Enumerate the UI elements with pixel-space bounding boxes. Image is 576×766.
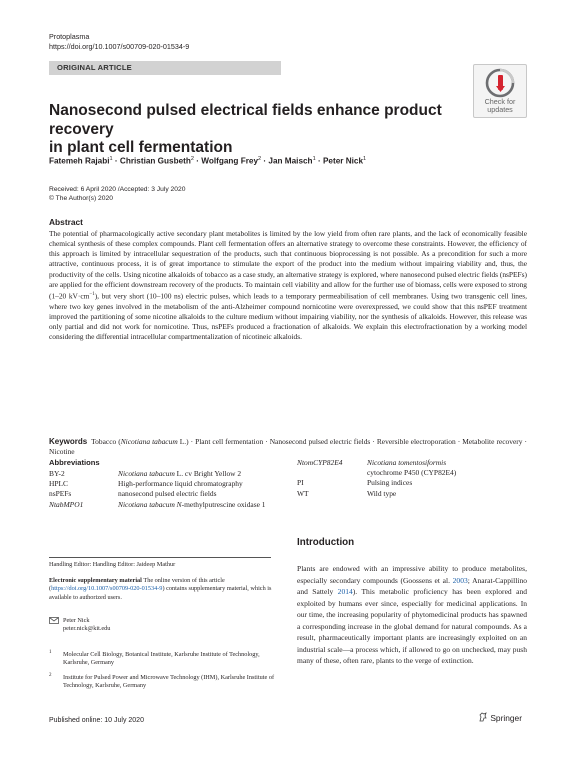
contact-email[interactable]: peter.nick@kit.edu: [63, 625, 111, 633]
abbreviation-value: Wild type: [367, 488, 397, 498]
affiliation-text: Institute for Pulsed Power and Microwave Technology (IHM), Karlsruhe Institute of Technology, Karlsruhe, Germany: [63, 674, 275, 690]
affiliation-1: [49, 651, 281, 668]
abbreviation-key: WT: [297, 488, 309, 498]
abbreviation-text: cytochrome P450 (CYP82E4): [367, 468, 457, 478]
article-dates: [49, 185, 185, 203]
intro-text: ; Anarat-Cappillino and Sattely: [297, 575, 527, 596]
author-list: Fatemeh Rajabi$^1$ · Christian Gusbeth$^2$ · Wolfgang Frey$^2$ · Jan Maisch$^1$ · Peter Nick$^1$: [49, 156, 367, 166]
abbreviation-value: [118, 500, 288, 510]
abbreviation-text: -methylputrescine oxidase 1: [181, 499, 266, 509]
abbreviation-italic: Nicotiana tomentosiformis: [367, 458, 447, 467]
abbreviation-value: nanosecond pulsed electric fields: [118, 489, 217, 499]
abbreviation-row: [297, 458, 456, 478]
abbreviation-value: [118, 469, 288, 479]
abbreviation-key: PI: [297, 478, 304, 488]
corresponding-author: [49, 617, 279, 634]
keyword: Plant cell fermentation: [195, 437, 264, 446]
abbreviations-heading: Abbreviations: [49, 458, 100, 467]
keyword: Nanosecond pulsed electric fields: [269, 437, 371, 446]
esm-label: Electronic supplementary material: [49, 577, 142, 584]
published-date: Published online: 10 July 2020: [49, 717, 144, 724]
esm-link[interactable]: https://doi.org/10.1007/s00709-020-01534-9: [51, 585, 163, 593]
esm-text: The online version of this article (: [49, 577, 225, 593]
citation-link[interactable]: 2014: [337, 587, 353, 596]
handling-editor: Handling Editor: Handling Editor: Jaideep Mathur: [49, 561, 176, 568]
abbreviation-key: nsPEFs: [49, 489, 72, 499]
abbreviation-row: [49, 489, 288, 499]
keywords: Keywords Tobacco (Nicotiana tabacum L.) · Plant cell fermentation · Nanosecond pulsed electric fields · Reversible electroporation · Metabolite recovery · Nicotine: [49, 437, 527, 457]
keyword: Tobacco (: [91, 437, 121, 446]
abstract-body: [49, 229, 527, 342]
abbreviation-italic: Nicotiana tabacum N: [118, 499, 182, 509]
journal-header: [49, 32, 189, 52]
abbreviation-key: BY-2: [49, 469, 65, 478]
affiliation-number: 2: [49, 673, 52, 678]
badge-text-1: Check for: [484, 97, 516, 106]
esm-text: ) contains supplementary material, which is available to authorized users.: [49, 585, 272, 601]
abstract-heading: Abstract: [49, 217, 83, 227]
abbreviation-row: [297, 489, 456, 499]
author-name[interactable]: Peter Nick: [322, 156, 364, 166]
keywords-heading: Keywords: [49, 437, 88, 446]
abbreviations-table-left: [49, 469, 288, 510]
abbreviation-key: HPLC: [49, 479, 69, 489]
keyword: Nicotine: [49, 447, 75, 457]
badge-text-2: updates: [487, 104, 513, 114]
introduction-body: [297, 563, 527, 667]
author-affiliation: 1: [312, 156, 316, 162]
footnote-divider: [49, 557, 271, 558]
contact-name: Peter Nick: [63, 617, 90, 624]
abbreviations-table-right: [297, 458, 456, 499]
abbreviation-key-italic: NtomCYP82E4: [297, 458, 343, 467]
author-affiliation: 2: [190, 156, 195, 162]
abbreviation-key: [49, 500, 118, 510]
abstract-sup: −1: [89, 291, 95, 297]
abbreviation-value: Pulsing indices: [367, 478, 413, 488]
received-accepted: Received: 6 April 2020 /Accepted: 3 July 2020: [49, 186, 186, 193]
keyword: Metabolite recovery: [462, 437, 523, 446]
keyword: L.): [177, 437, 189, 446]
publisher-logo: [478, 712, 522, 723]
affiliation-2: [49, 674, 281, 691]
supplementary-note: [49, 577, 279, 602]
abbreviation-value: [367, 458, 456, 478]
intro-text: Plants are endowed with an impressive ability to produce metabolites, especially secondary compounds (Goossens et al.: [297, 564, 527, 585]
article-title: [49, 102, 449, 158]
abbreviation-row: [49, 469, 288, 479]
article-type-banner: ORIGINAL ARTICLE: [49, 61, 281, 75]
author-name[interactable]: Fatemeh Rajabi: [49, 156, 110, 166]
publisher-name: Springer: [490, 713, 522, 723]
abbreviation-row: [49, 479, 288, 489]
springer-horse-icon: [478, 712, 488, 722]
keyword-italic: Nicotiana tabacum: [120, 437, 178, 446]
affiliation-number: 1: [49, 650, 52, 655]
author-name[interactable]: Jan Maisch: [268, 156, 313, 166]
citation-link[interactable]: 2003: [452, 575, 468, 585]
copyright: © The Author(s) 2020: [49, 195, 113, 202]
journal-name: Protoplasma: [49, 32, 90, 41]
check-for-updates-icon: [485, 68, 515, 98]
author-name[interactable]: Christian Gusbeth: [119, 156, 191, 166]
abbreviation-text: L. cv Bright Yellow 2: [174, 469, 242, 478]
doi-link[interactable]: https://doi.org/10.1007/s00709-020-01534-9: [49, 42, 190, 51]
abbreviation-value: High-performance liquid chromatography: [118, 479, 243, 489]
abstract-text-1: The potential of pharmacologically active secondary plant metabolites is limited by the low yield from often rare plants, and the lack of economically feasible chemical synthesis of these complex compounds. Plant cell fermentation offers an alternative strategy to overcome these constraints. However, the efficiency of this approach is limited by intracellular sequestration of the products, such that continuous bioprocessing is not possible. As a precondition for such a more attractive, continuous process, it is of great importance to stimulate the export of the product into the medium without impairing viability and, thus, the productivity of the cells. Using nicotine alkaloids of tobacco as a case study, an alternative strategy is explored, where nanosecond pulsed electric fields (nsPEFs) are applied for the efficient downstream recovery of the products. To maintain cell viability and allow for the further use of biomass, cells were exposed to strong (1–20 kV·cm: [49, 229, 527, 301]
check-for-updates-badge[interactable]: [473, 64, 527, 118]
author-affiliation: 1: [363, 156, 367, 162]
author-affiliation: 1: [109, 156, 113, 162]
abbreviation-italic: Nicotiana tabacum: [118, 469, 175, 478]
author-affiliation: 2: [258, 156, 262, 162]
abstract-text-2: ), but very short (10–100 ns) electric pulses, which leads to a temporary permeabilisation of cell membranes. Using two transgenic cell lines, where two key genes involved in the metabolism of the anti-Alzheimer compound nornicotine were overexpressed, we could show that this nsPEF treatment improved the partitioning of some nicotine alkaloids to the culture medium without impairing viability, nor the synthesis of alkaloids. However, this release was only partial and did not work for nornicotine. Thus, nsPEFs produced a fractionation of alkaloids. We explain this electrofractionation by a working model considering the differential intracellular compartmentalization of nicotineic alkaloids.: [49, 291, 527, 342]
title-line-2: in plant cell fermentation: [49, 139, 233, 156]
affiliation-text: Molecular Cell Biology, Botanical Institute, Karlsruhe Institute of Technology, Karlsruhe, Germany: [63, 651, 260, 667]
envelope-icon: [49, 617, 59, 624]
abbreviation-key-italic: NtabMPO1: [49, 499, 84, 509]
author-name[interactable]: Wolfgang Frey: [201, 156, 259, 166]
title-line-1: Nanosecond pulsed electrical fields enhance product recovery: [49, 102, 442, 138]
abbreviation-key: [297, 458, 367, 478]
keyword: Reversible electroporation: [376, 437, 456, 446]
abbreviation-row: [49, 500, 288, 510]
introduction-heading: Introduction: [297, 537, 355, 548]
intro-text: ). This metabolic proficiency has been explored and exploited by humans ever since, especially for medicinal applications. In our time, the increasing popularity of phytomedicinal products has spawned a corresponding increase in the global demand for natural compounds. As a result, pharmaceutically important plants are increasingly exploited on an industrial scale—a process which, if allowed to go on unchecked, may push many of these, often rare, plants to the verge of extinction.: [297, 587, 527, 665]
abbreviation-row: [297, 478, 456, 488]
